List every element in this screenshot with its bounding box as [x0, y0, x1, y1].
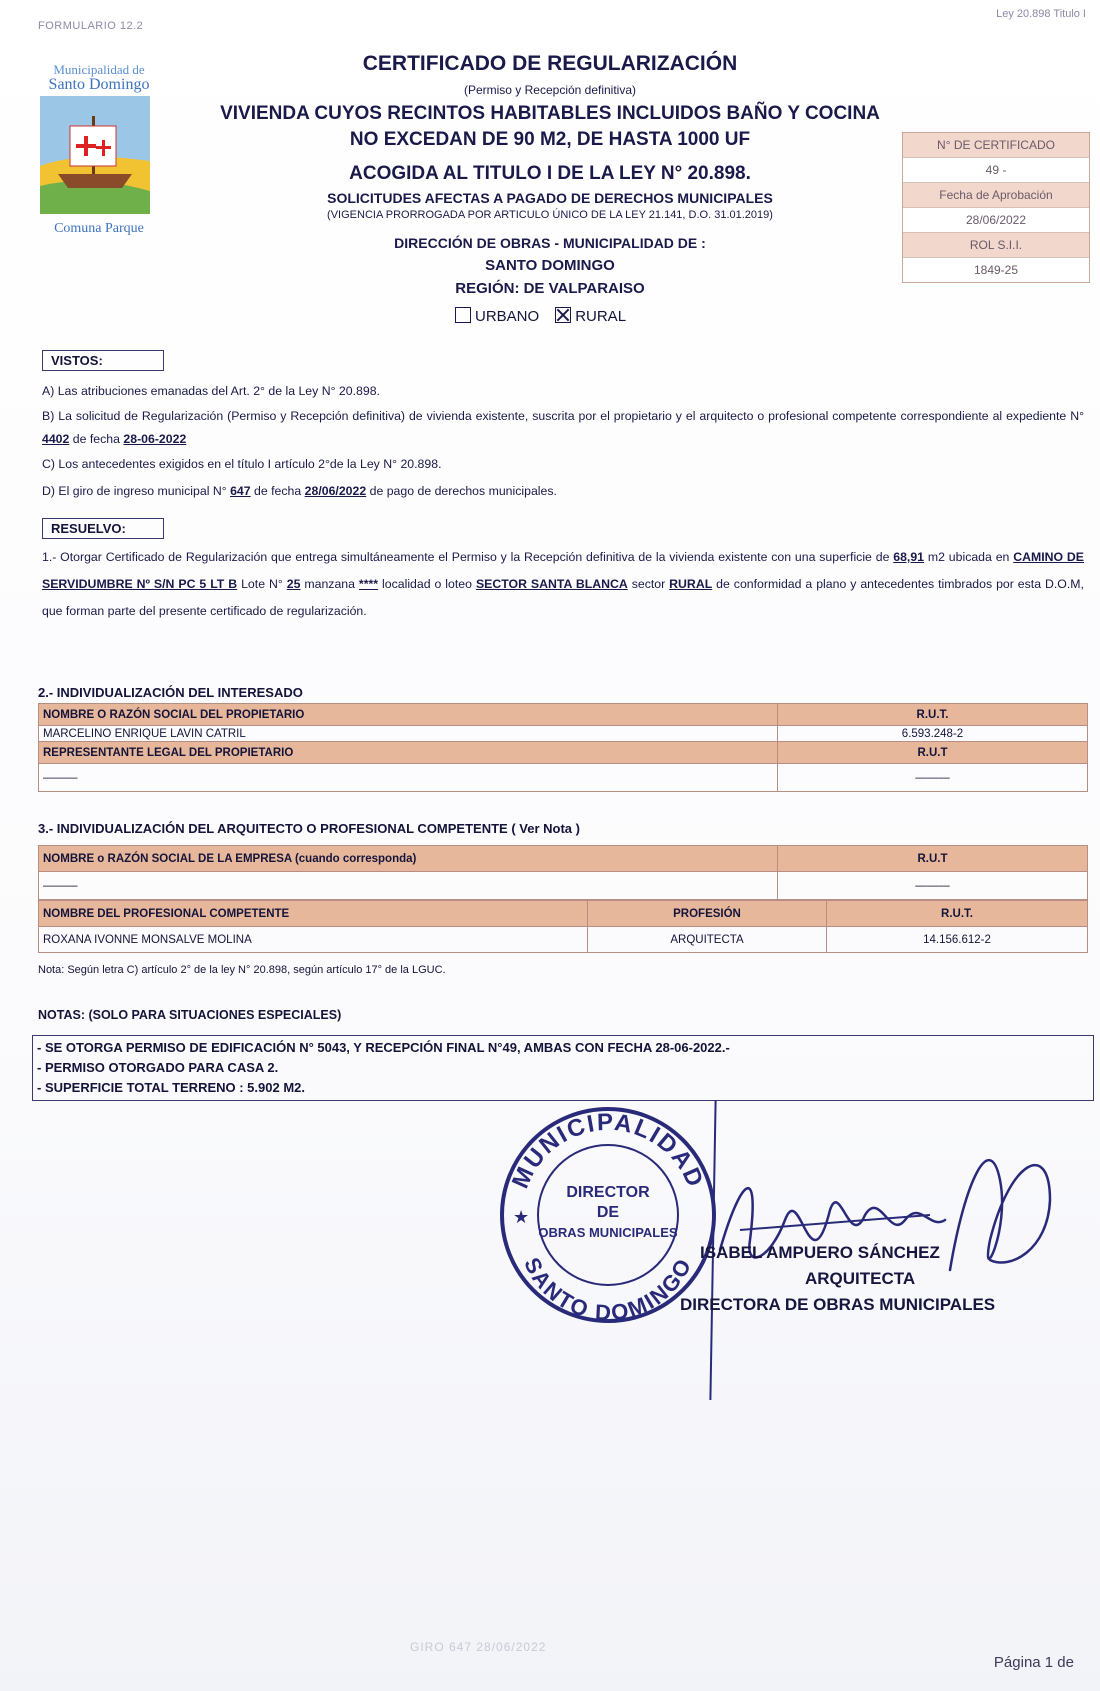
resuelvo-localidad: SECTOR SANTA BLANCA [475, 577, 628, 591]
notes-title: NOTAS: (SOLO PARA SITUACIONES ESPECIALES) [38, 1008, 342, 1022]
company-rut: ——— [778, 872, 1088, 900]
note-line-1: - SE OTORGA PERMISO DE EDIFICACIÓN N° 5043, Y RECEPCIÓN FINAL N°49, AMBAS CON FECHA 28-06-2022.- [37, 1040, 730, 1055]
faded-footer-stamp: GIRO 647 28/06/2022 [410, 1640, 547, 1654]
zone-urbano[interactable] [455, 307, 539, 325]
vistos-b-exp: 4402 [42, 432, 70, 446]
stamp-center-3: OBRAS MUNICIPALES [538, 1225, 678, 1240]
resuelvo-t1: 1.- Otorgar Certificado de Regularización que entrega simultáneamente el Permiso y la Recepción definitiva de la vivienda existente con una superficie de [42, 550, 890, 564]
vistos-d [42, 478, 1084, 505]
resuelvo-t7: de conformidad a plano y antecedentes timbrados por esta D.O.M, que forman parte del presente certificado de regularización. [42, 577, 1084, 618]
resuelvo-t6: sector [631, 577, 666, 591]
stamp-center-1: DIRECTOR [566, 1184, 650, 1201]
vistos-section [42, 378, 1084, 505]
resuelvo-label: RESUELVO: [42, 518, 164, 539]
resuelvo-direccion: CAMINO DE SERVIDUMBRE Nº S/N PC 5 LT B [42, 550, 1084, 591]
signer-role: DIRECTORA DE OBRAS MUNICIPALES [680, 1295, 996, 1314]
rol-value: 1849-25 [903, 258, 1089, 282]
certificate-subtitle: (Permiso y Recepción definitiva) [463, 83, 637, 97]
company-rut-header: R.U.T [778, 846, 1088, 872]
owner-rut-header: R.U.T. [778, 704, 1088, 726]
profession-header: PROFESIÓN [588, 901, 827, 927]
approval-date-value: 28/06/2022 [903, 208, 1089, 233]
page-number: Página 1 de [993, 1654, 1074, 1671]
owner-name-header: NOMBRE O RAZÓN SOCIAL DEL PROPIETARIO [39, 704, 778, 726]
vistos-a: A) Las atribuciones emanadas del Art. 2° de la Ley N° 20.898. [42, 384, 380, 398]
resuelvo-manzana: **** [358, 577, 379, 591]
header-direccion: DIRECCIÓN DE OBRAS - MUNICIPALIDAD DE : [394, 235, 706, 251]
signer-name: ISABEL AMPUERO SÁNCHEZ [700, 1243, 940, 1262]
stamp-star-icon: ★ [513, 1207, 530, 1228]
ley-reference: Ley 20.898 Titulo I [996, 8, 1086, 20]
resuelvo-superficie: 68,91 [893, 550, 925, 564]
ship-emblem-icon [40, 96, 150, 214]
legal-rep-header: REPRESENTANTE LEGAL DEL PROPIETARIO [39, 742, 778, 764]
professional-rut: 14.156.612-2 [827, 927, 1088, 953]
resuelvo-lote: 25 [286, 577, 301, 591]
header-line-1: VIVIENDA CUYOS RECINTOS HABITABLES INCLUIDOS BAÑO Y COCINA [220, 103, 880, 124]
company-name-header: NOMBRE o RAZÓN SOCIAL DE LA EMPRESA (cuando corresponda) [39, 846, 778, 872]
rural-checkbox[interactable] [555, 307, 571, 323]
header-city: SANTO DOMINGO [485, 257, 615, 274]
header-line-2: NO EXCEDAN DE 90 M2, DE HASTA 1000 UF [349, 129, 751, 150]
professional-name-header: NOMBRE DEL PROFESIONAL COMPETENTE [39, 901, 588, 927]
vistos-d-post: de pago de derechos municipales. [369, 484, 557, 498]
vistos-b [42, 405, 1084, 451]
resuelvo-t3: Lote N° [241, 577, 283, 591]
notes-box [32, 1035, 1094, 1101]
note-line-2: - PERMISO OTORGADO PARA CASA 2. [37, 1060, 279, 1075]
resuelvo-sector: RURAL [669, 577, 713, 591]
cert-number-label: N° DE CERTIFICADO [903, 133, 1089, 158]
form-label: FORMULARIO 12.2 [38, 20, 144, 32]
vistos-d-text: D) El giro de ingreso municipal N° [42, 484, 227, 498]
municipality-logo [40, 62, 158, 254]
logo-text-santo-domingo: Santo Domingo [48, 76, 150, 93]
header-line-4: SOLICITUDES AFECTAS A PAGADO DE DERECHOS MUNICIPALES [327, 190, 773, 206]
section-2-title: 2.- INDIVIDUALIZACIÓN DEL INTERESADO [38, 685, 303, 700]
resuelvo-t2: m2 ubicada en [927, 550, 1010, 564]
zone-selector [455, 307, 626, 325]
urbano-checkbox[interactable] [455, 307, 471, 323]
rol-label: ROL S.I.I. [903, 233, 1089, 258]
certificate-info-box [902, 132, 1090, 283]
resuelvo-text [42, 544, 1084, 625]
vistos-b-mid: de fecha [72, 432, 120, 446]
zone-rural-label: RURAL [575, 308, 627, 325]
section-3-title: 3.- INDIVIDUALIZACIÓN DEL ARQUITECTO O PROFESIONAL COMPETENTE ( Ver Nota ) [38, 821, 580, 836]
vistos-d-mid: de fecha [254, 484, 302, 498]
vistos-d-num: 647 [230, 484, 251, 498]
company-name: ——— [39, 872, 778, 900]
professional-name: ROXANA IVONNE MONSALVE MOLINA [39, 927, 588, 953]
certificate-title: CERTIFICADO DE REGULARIZACIÓN [362, 52, 738, 75]
professional-table [38, 845, 1088, 953]
professional-rut-header: R.U.T. [827, 901, 1088, 927]
cert-number-value: 49 - [903, 158, 1089, 183]
owner-rut: 6.593.248-2 [778, 726, 1088, 742]
header-region: REGIÓN: DE VALPARAISO [455, 280, 645, 297]
header-line-5: (VIGENCIA PRORROGADA POR ARTICULO ÚNICO DE LA LEY 21.141, D.O. 31.01.2019) [327, 209, 773, 221]
vistos-b-text: B) La solicitud de Regularización (Permiso y Recepción definitiva) de vivienda existente, suscrita por el propietario y el arquitecto o profesional competente correspondiente al expediente N° [42, 409, 1084, 423]
zone-urbano-label: URBANO [475, 308, 540, 325]
vistos-d-date: 28/06/2022 [304, 484, 367, 498]
profession-value: ARQUITECTA [588, 927, 827, 953]
vistos-c: C) Los antecedentes exigidos en el título I artículo 2°de la Ley N° 20.898. [42, 457, 442, 471]
owner-table [38, 703, 1088, 792]
logo-text-municipalidad: Municipalidad de [53, 62, 145, 77]
municipal-stamp [493, 1095, 723, 1325]
owner-name: MARCELINO ENRIQUE LAVIN CATRIL [39, 726, 778, 742]
zone-rural[interactable] [555, 307, 626, 325]
stamp-text-bottom: SANTO DOMINGO [519, 1253, 697, 1325]
signer-profession: ARQUITECTA [805, 1269, 916, 1288]
stamp-text-top: MUNICIPALIDAD [506, 1108, 710, 1193]
legal-rep-rut-header: R.U.T [778, 742, 1088, 764]
note-line-3: - SUPERFICIE TOTAL TERRENO : 5.902 M2. [37, 1080, 305, 1095]
stamp-center-2: DE [596, 1204, 620, 1221]
signature-block [680, 1240, 996, 1318]
resuelvo-t4: manzana [304, 577, 355, 591]
legal-rep-rut: ——— [778, 764, 1088, 792]
professional-note: Nota: Según letra C) artículo 2° de la ley N° 20.898, según artículo 17° de la LGUC. [38, 964, 446, 976]
resuelvo-t5: localidad o loteo [382, 577, 472, 591]
header-line-3: ACOGIDA AL TITULO I DE LA LEY N° 20.898. [349, 163, 751, 184]
approval-date-label: Fecha de Aprobación [903, 183, 1089, 208]
legal-rep-name: ——— [39, 764, 778, 792]
logo-text-comuna: Comuna Parque [54, 221, 144, 236]
vistos-b-date: 28-06-2022 [123, 432, 187, 446]
vistos-label: VISTOS: [42, 350, 164, 371]
